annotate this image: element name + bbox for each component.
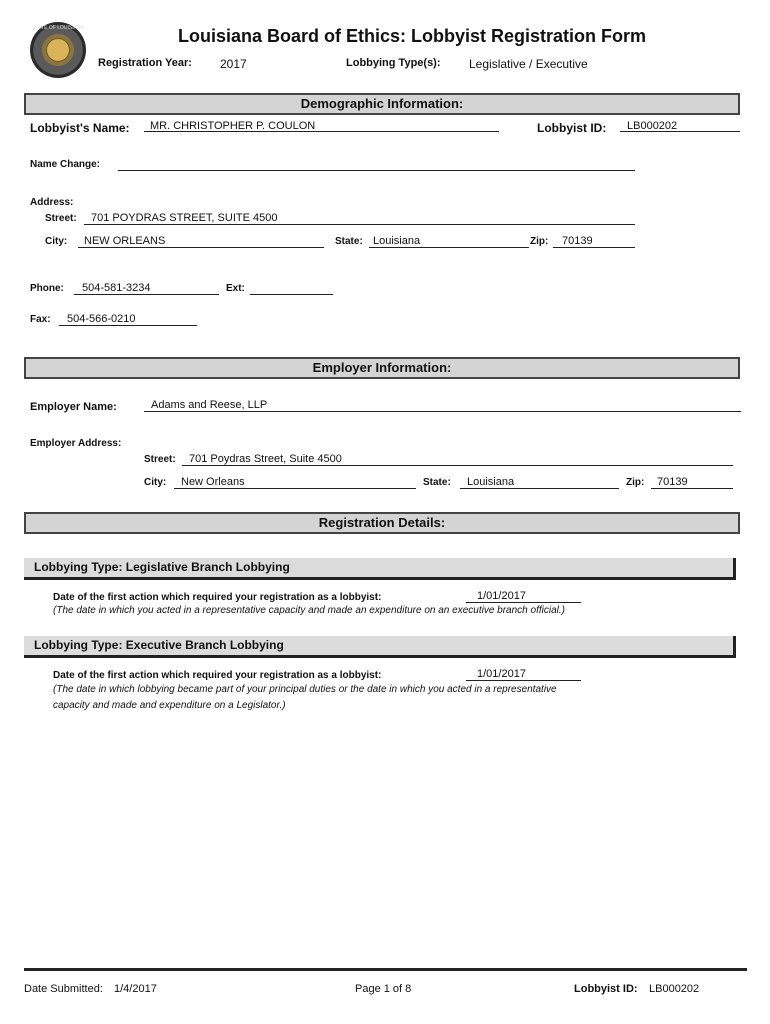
employer-city-line	[174, 488, 416, 489]
employer-name-label: Employer Name:	[30, 401, 117, 413]
employer-city-value: New Orleans	[181, 476, 245, 488]
date-submitted-label: Date Submitted:	[24, 983, 103, 995]
fax-line	[59, 325, 197, 326]
pelican-emblem-icon	[46, 38, 70, 62]
employer-street-label: Street:	[144, 454, 176, 465]
employer-state-value: Louisiana	[467, 476, 515, 488]
city-value: NEW ORLEANS	[84, 235, 166, 247]
page-number: Page 1 of 8	[355, 983, 412, 995]
employer-state-line	[460, 488, 619, 489]
employer-zip-label: Zip:	[626, 477, 645, 488]
registration-section-header: Registration Details:	[24, 512, 740, 534]
legislative-date-value: 1/01/2017	[477, 590, 526, 602]
footer-lobbyist-id-value: LB000202	[649, 983, 700, 995]
address-label: Address:	[30, 197, 74, 208]
employer-address-label: Employer Address:	[30, 438, 122, 449]
city-line	[78, 247, 324, 248]
footer-divider	[24, 968, 747, 971]
employer-zip-line	[651, 488, 733, 489]
louisiana-seal-logo	[30, 22, 86, 78]
fax-value: 504-566-0210	[67, 313, 136, 325]
name-change-line	[118, 170, 635, 171]
state-label: State:	[335, 236, 363, 247]
ext-line	[250, 294, 333, 295]
executive-lobbying-type-band: Lobbying Type: Executive Branch Lobbying	[24, 636, 736, 658]
zip-label: Zip:	[530, 236, 549, 247]
executive-date-note-line2: capacity and made and expenditure on a Legislator.)	[53, 700, 286, 711]
employer-zip-value: 70139	[657, 476, 688, 488]
phone-label: Phone:	[30, 283, 64, 294]
lobbying-types-label: Lobbying Type(s):	[346, 57, 441, 69]
page-title: Louisiana Board of Ethics: Lobbyist Registration Form	[178, 26, 647, 46]
street-label: Street:	[45, 213, 77, 224]
lobbyist-name-value: MR. CHRISTOPHER P. COULON	[150, 120, 316, 132]
zip-value: 70139	[562, 235, 593, 247]
date-submitted-value: 1/4/2017	[114, 983, 157, 995]
footer-lobbyist-id-label: Lobbyist ID:	[574, 983, 638, 995]
executive-date-note-line1: (The date in which lobbying became part of your principal duties or the date in which you acted in a representative	[53, 684, 557, 695]
legislative-date-label: Date of the first action which required your registration as a lobbyist:	[53, 592, 382, 603]
executive-date-value: 1/01/2017	[477, 668, 526, 680]
street-line	[84, 224, 635, 225]
employer-city-label: City:	[144, 477, 167, 488]
executive-date-label: Date of the first action which required your registration as a lobbyist:	[53, 670, 382, 681]
registration-year-value: 2017	[220, 57, 247, 71]
legislative-lobbying-type-band: Lobbying Type: Legislative Branch Lobbying	[24, 558, 736, 580]
lobbying-types-value: Legislative / Executive	[469, 57, 588, 71]
lobbyist-id-label: Lobbyist ID:	[537, 121, 607, 135]
employer-street-value: 701 Poydras Street, Suite 4500	[189, 453, 342, 465]
phone-line	[74, 294, 219, 295]
street-value: 701 POYDRAS STREET, SUITE 4500	[91, 212, 278, 224]
demographic-section-header: Demographic Information:	[24, 93, 740, 115]
lobbyist-id-line	[620, 131, 740, 132]
zip-line	[553, 247, 635, 248]
state-value: Louisiana	[373, 235, 421, 247]
executive-date-line	[466, 680, 581, 681]
phone-value: 504-581-3234	[82, 282, 151, 294]
employer-state-label: State:	[423, 477, 451, 488]
lobbyist-name-label: Lobbyist's Name:	[30, 121, 130, 135]
name-change-label: Name Change:	[30, 159, 101, 170]
legislative-date-note: (The date in which you acted in a representative capacity and made an expenditure on an executive branch official.)	[53, 605, 565, 616]
registration-year-label: Registration Year:	[98, 57, 192, 69]
employer-street-line	[182, 465, 733, 466]
employer-section-header: Employer Information:	[24, 357, 740, 379]
fax-label: Fax:	[30, 314, 51, 325]
employer-name-line	[144, 411, 741, 412]
lobbyist-name-line	[144, 131, 499, 132]
lobbyist-id-value: LB000202	[627, 120, 678, 132]
state-line	[369, 247, 529, 248]
seal-text: STATE OF LOUISIANA	[32, 25, 84, 31]
city-label: City:	[45, 236, 68, 247]
ext-label: Ext:	[226, 283, 245, 294]
employer-name-value: Adams and Reese, LLP	[151, 399, 268, 411]
